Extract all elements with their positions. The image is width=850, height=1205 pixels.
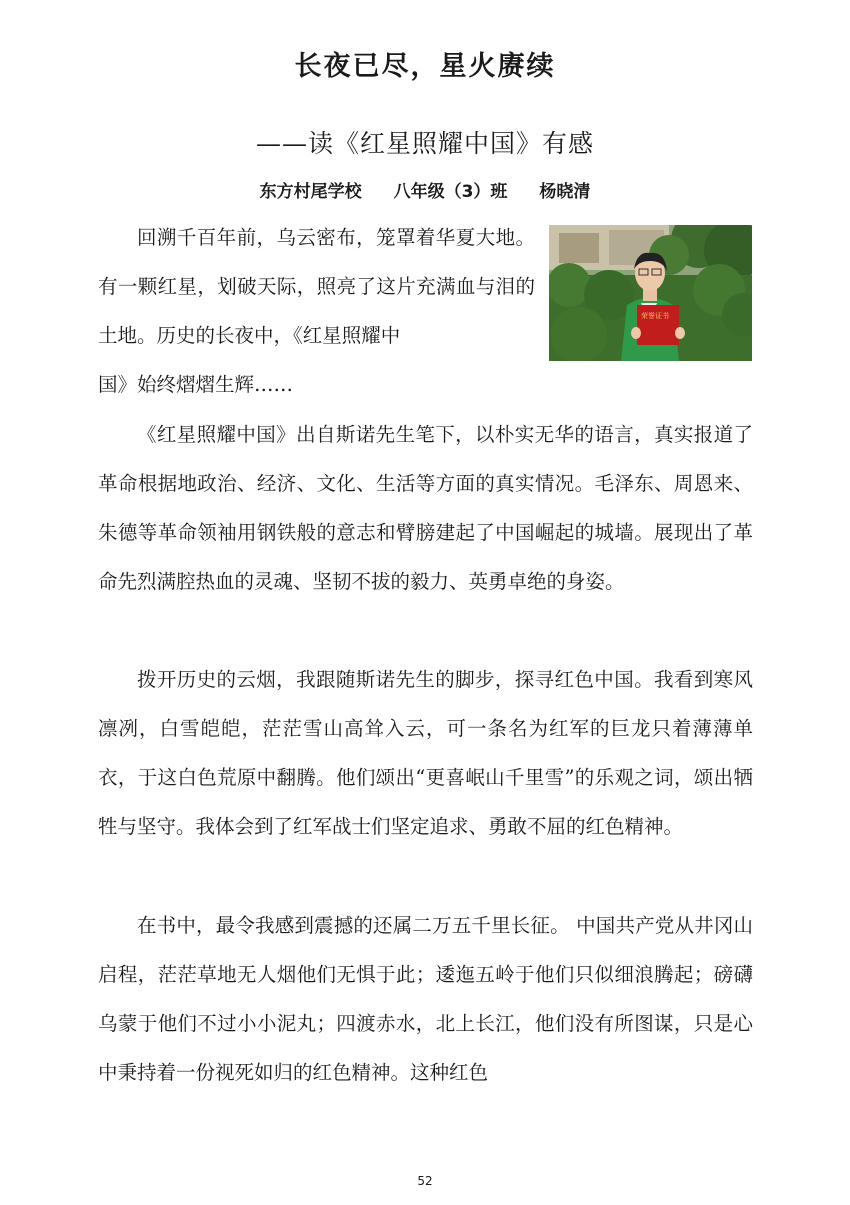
paragraph-1: 回溯千百年前，乌云密布，笼罩着华夏大地。有一颗红星，划破天际，照亮了这片充满血与泪的土地。历史的长夜中，《红星照耀中	[98, 226, 535, 347]
book-cover-text: 荣誉证书	[641, 312, 669, 320]
article-title: 长夜已尽，星火赓续	[294, 51, 556, 82]
paragraph-3: 拨开历史的云烟，我跟随斯诺先生的脚步，探寻红色中国。我看到寒风凛冽，白雪皑皑，茫茫雪山高耸入云，可一条名为红军的巨龙只着薄薄单衣，于这白色荒原中翻腾。他们颂出“更喜岷山千里雪”的乐观之词，颂出牺牲与坚守。我体会到了红军战士们坚定追求、勇敢不屈的红色精神。	[98, 668, 753, 838]
byline-author: 杨晓清	[539, 182, 591, 202]
paragraph-2: 《红星照耀中国》出自斯诺先生笔下，以朴实无华的语言，真实报道了革命根据地政治、经济、文化、生活等方面的真实情况。毛泽东、周恩来、朱德等革命领袖用钢铁般的意志和臂膀建起了中国崛起的城墙。展现出了革命先烈满腔热血的灵魂、坚韧不拔的毅力、英勇卓绝的身姿。	[98, 423, 753, 593]
byline	[0, 177, 850, 202]
paragraph-4: 在书中，最令我感到震撼的还属二万五千里长征。 中国共产党从井冈山启程，茫茫草地无人烟他们无惧于此；逶迤五岭于他们只似细浪腾起；磅礴乌蒙于他们不过小小泥丸；四渡赤水，北上长江，他们没有所图谋，只是心中秉持着一份视死如归的红色精神。这种红色	[98, 914, 753, 1084]
article-subtitle: ——读《红星照耀中国》有感	[255, 129, 594, 158]
author-photo	[549, 225, 752, 361]
byline-class: 八年级（3）班	[393, 182, 508, 202]
byline-school: 东方村尾学校	[259, 182, 362, 202]
paragraph-1-continued: 国》始终熠熠生辉……	[98, 373, 294, 396]
page-number: 52	[417, 1174, 433, 1188]
